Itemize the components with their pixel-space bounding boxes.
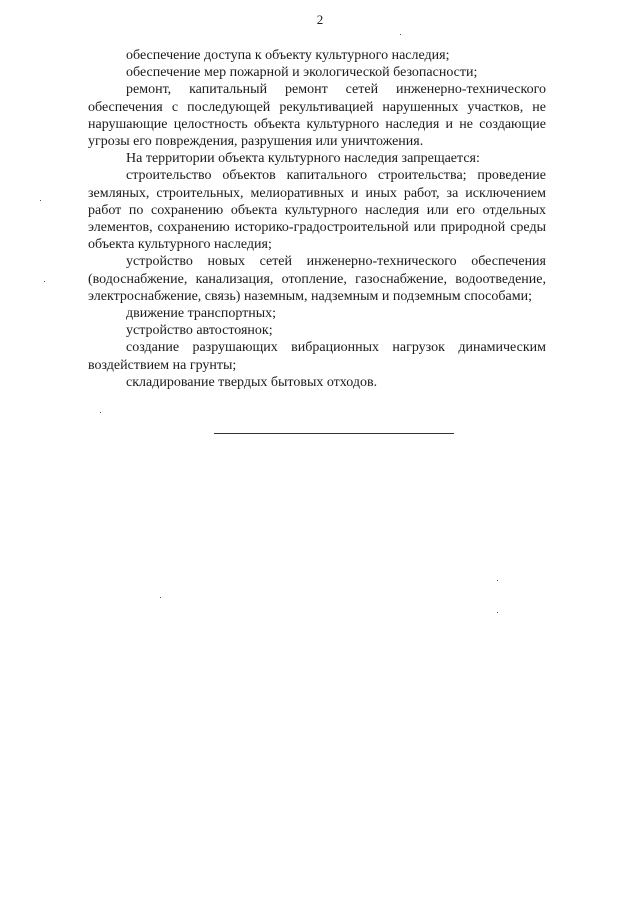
page-number: 2 <box>316 12 324 27</box>
paragraph-vibration: создание разрушающих вибрационных нагрузок динамическим воздействием на грунты; <box>88 340 546 373</box>
paragraph-access: обеспечение доступа к объекту культурного наследия; <box>126 48 450 63</box>
scan-speck <box>497 612 498 613</box>
scan-speck <box>400 34 401 35</box>
scan-speck <box>497 580 498 581</box>
scan-speck <box>44 281 45 282</box>
paragraph-traffic: движение транспортных; <box>126 306 277 322</box>
scan-speck <box>100 412 101 413</box>
end-divider-line <box>214 433 454 434</box>
paragraph-parking: устройство автостоянок; <box>126 323 273 339</box>
paragraph-repair: ремонт, капитальный ремонт сетей инженерно-технического обеспечения с последующей рекультивацией нарушенных участков, не нарушающие целостность объекта культурного наследия и не создающие угрозы его повреждения, разрушения или уничтожения. <box>88 82 546 150</box>
paragraph-construction: строительство объектов капитального строительства; проведение земляных, строительных, мелиоративных и иных работ, за исключением работ по сохранению объекта культурного наследия или его отдельных элементов, сохранению историко-градостроительной или природной среды объекта культурного наследия; <box>88 168 546 253</box>
paragraph-fire-safety: обеспечение мер пожарной и экологической безопасности; <box>126 65 478 81</box>
document-body <box>88 47 546 391</box>
scan-speck <box>40 200 41 201</box>
paragraph-utility-networks: устройство новых сетей инженерно-технического обеспечения (водоснабжение, канализация, отопление, газоснабжение, водоотведение, электроснабжение, связь) наземным, надземным и подземным способами; <box>88 254 546 304</box>
scan-speck <box>160 597 161 598</box>
paragraph-waste: складирование твердых бытовых отходов. <box>126 374 378 390</box>
paragraph-prohibited-heading: На территории объекта культурного наследия запрещается: <box>126 151 480 167</box>
